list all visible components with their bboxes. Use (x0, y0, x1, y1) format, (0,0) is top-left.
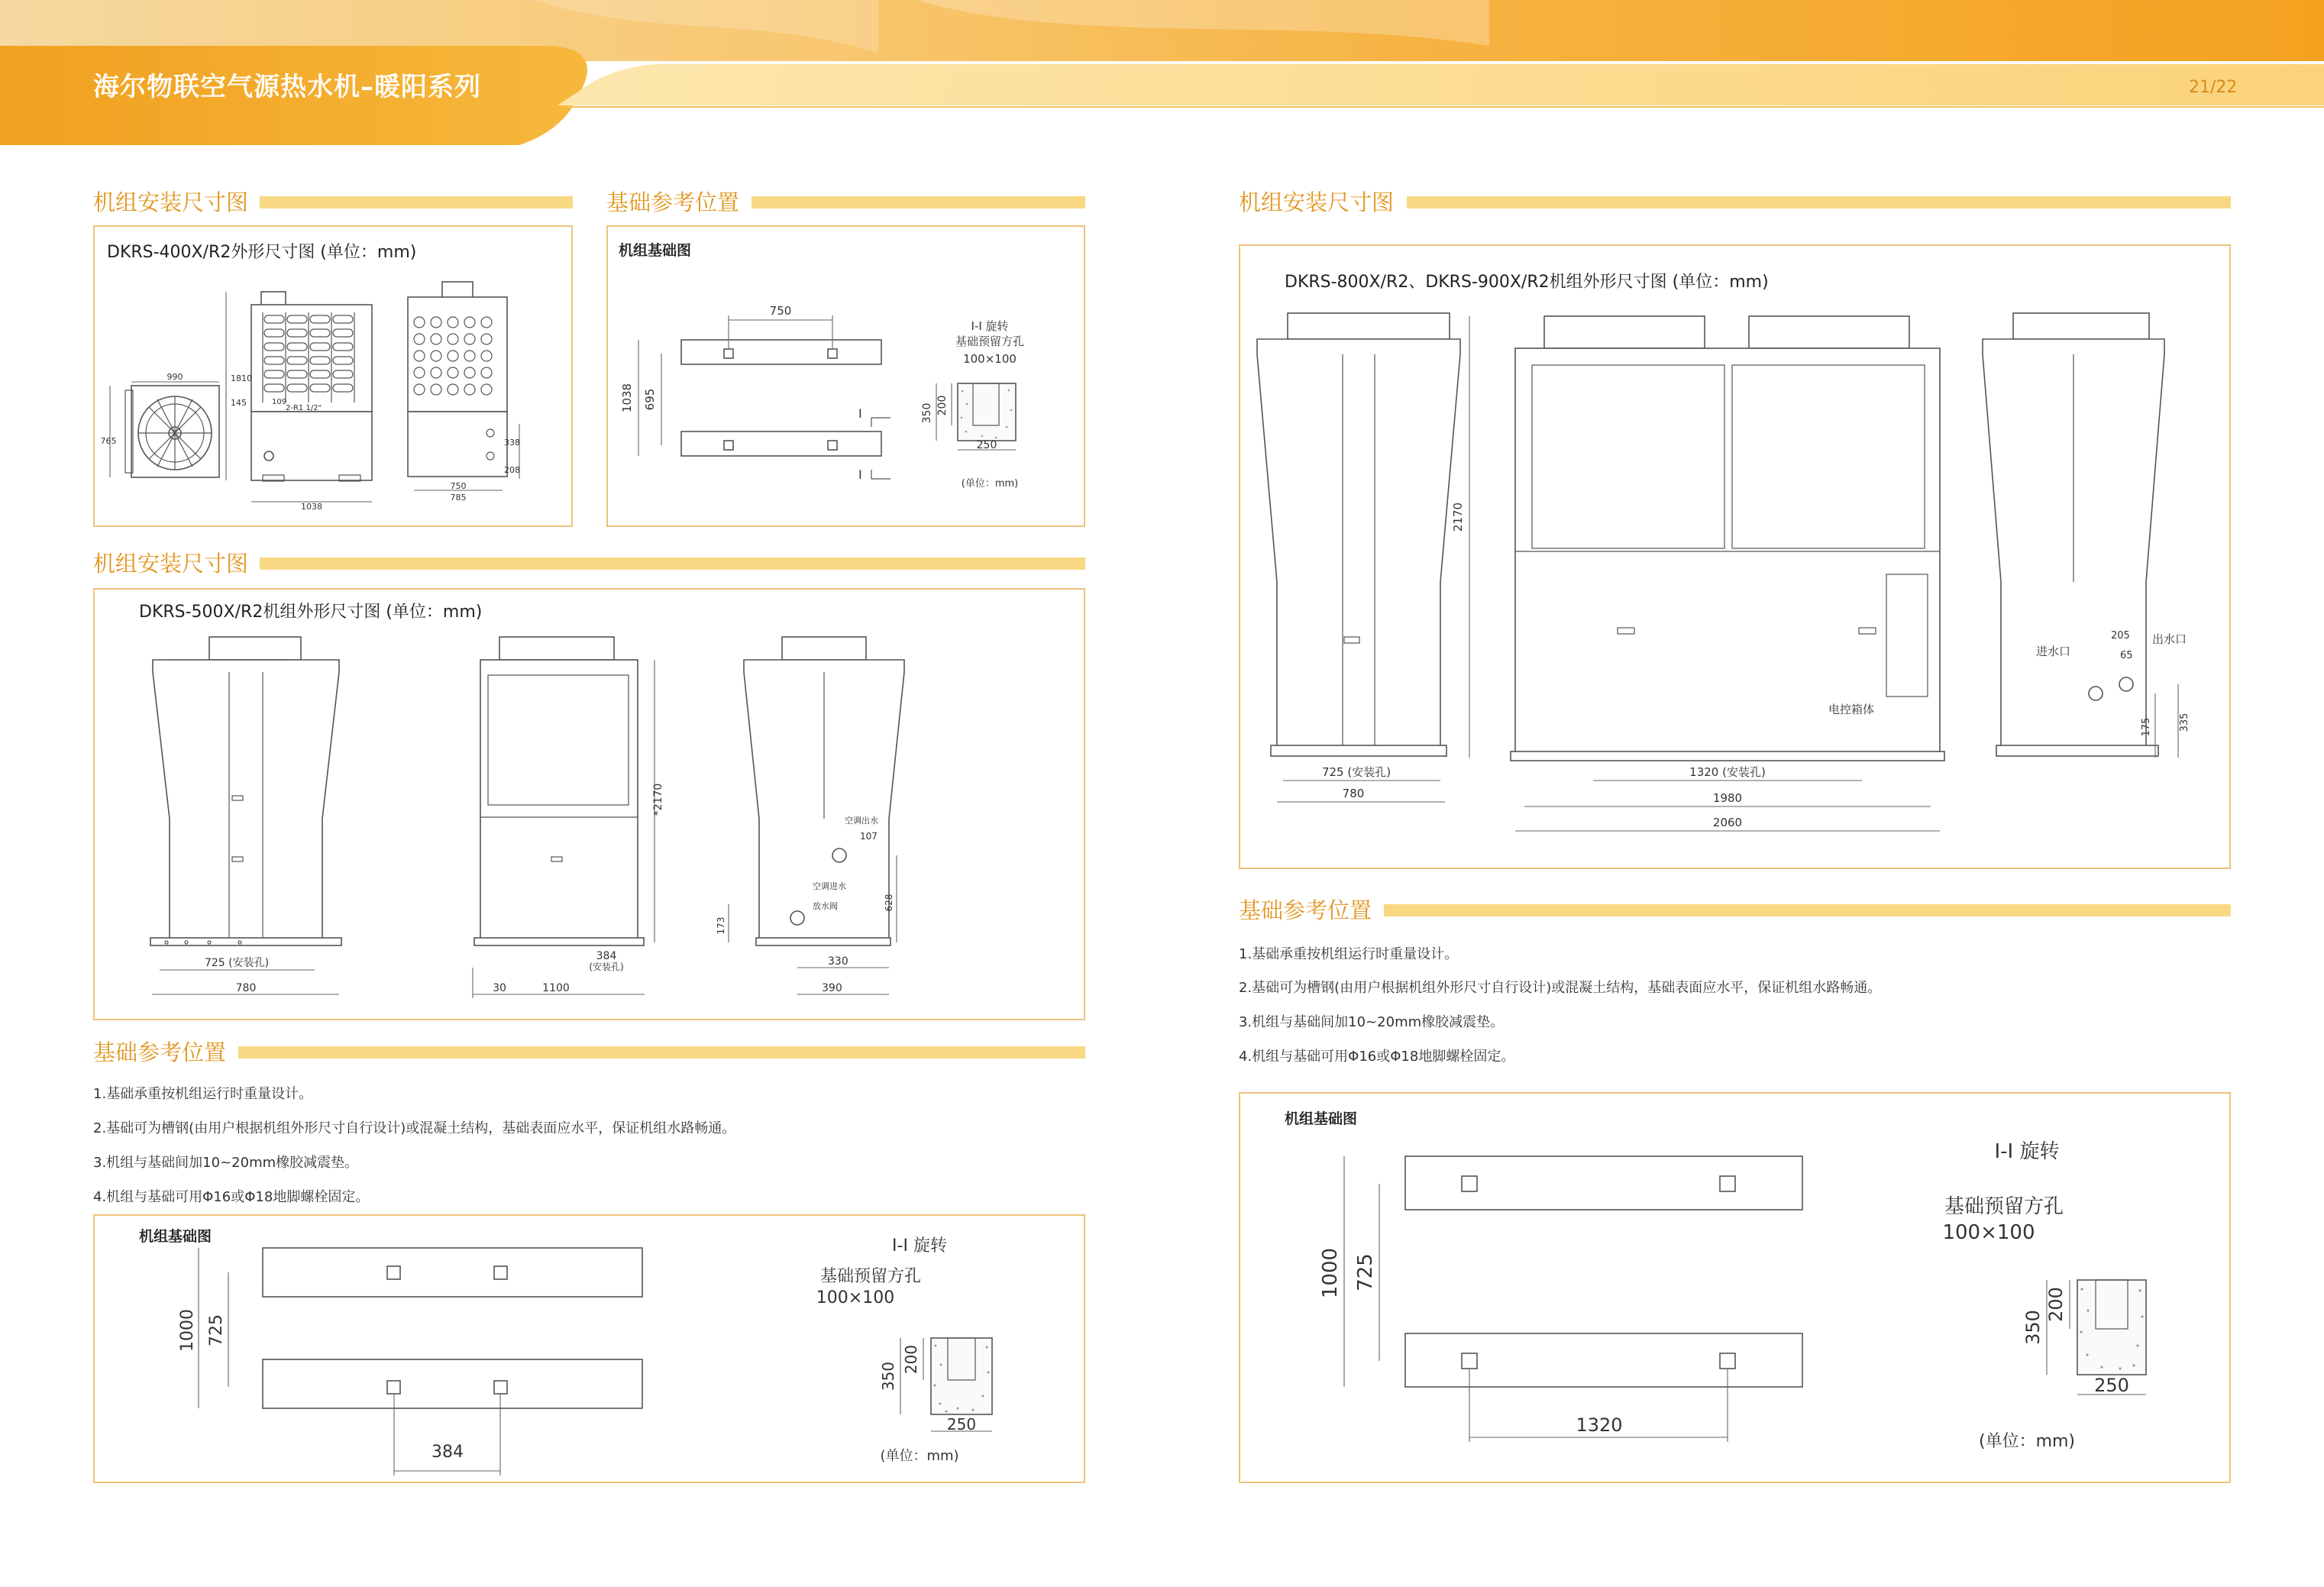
section-heading-install-2 (93, 548, 1085, 579)
dim-208: 208 (504, 465, 520, 475)
hole-size: 100×100 (963, 352, 1017, 366)
dim-335: 335 (2179, 713, 2190, 732)
dim-2060: 2060 (1712, 816, 1743, 829)
section-mark-top: I (858, 406, 862, 421)
unit-drawing-dkrs400 (95, 227, 574, 528)
dim-30: 30 (493, 982, 506, 994)
section-bar (260, 196, 573, 208)
hole-title: 基础预留方孔 (1944, 1195, 2064, 1218)
label-drain: 放水阀 (813, 901, 838, 911)
dim-765: 765 (100, 436, 117, 446)
dim-384: 384 (596, 950, 617, 962)
foundation-drawing-500 (95, 1216, 1087, 1485)
dim-780: 780 (235, 982, 257, 994)
unit-drawing-dkrs800 (1240, 246, 2232, 871)
unit-note: (单位：mm) (961, 478, 1019, 490)
dim-725: 725 (207, 1314, 226, 1346)
dim-205: 205 (2111, 630, 2130, 642)
dim-1810: 1810 (231, 373, 252, 383)
dim-107: 107 (860, 831, 878, 842)
diagram-subtitle: 机组基础图 (619, 242, 692, 259)
note-1: 1.基础承重按机组运行时重量设计。 (1239, 946, 1459, 962)
dim-350: 350 (921, 402, 933, 424)
dim-1320: 1320 (1576, 1414, 1623, 1436)
section-bar (260, 558, 1085, 570)
section-heading-foundation-1 (606, 187, 1085, 218)
rotation-title: I-I 旋转 (1994, 1140, 2060, 1163)
dim-785: 785 (450, 493, 467, 503)
unit-note: (单位：mm) (880, 1448, 959, 1464)
dim-200: 200 (2045, 1287, 2067, 1322)
section-bar (752, 196, 1085, 208)
note-2: 2.基础可为槽钢(由用户根据机组外形尺寸自行设计)或混凝土结构，基础表面应水平，保证机组水路畅通。 (93, 1120, 736, 1136)
dim-1980: 1980 (1712, 791, 1743, 805)
note-2: 2.基础可为槽钢(由用户根据机组外形尺寸自行设计)或混凝土结构，基础表面应水平，保证机组水路畅通。 (1239, 980, 1882, 996)
dim-200: 200 (936, 395, 949, 416)
diagram-box-dkrs800 (1239, 244, 2231, 869)
brand-title: 海尔物联空气源热水机–暖阳系列 (93, 72, 481, 102)
diagram-caption: DKRS-800X/R2、DKRS-900X/R2机组外形尺寸图 (单位：mm) (1285, 273, 1769, 292)
dim-65: 65 (2120, 650, 2133, 661)
dim-695: 695 (643, 388, 657, 411)
dim-250: 250 (2094, 1375, 2129, 1396)
dim-780: 780 (1342, 787, 1365, 800)
section-bar (238, 1046, 1085, 1059)
label-control-box: 电控箱体 (1828, 703, 1875, 716)
diagram-subtitle: 机组基础图 (1285, 1110, 1358, 1127)
dim-250: 250 (976, 439, 997, 451)
hole-title: 基础预留方孔 (819, 1267, 922, 1286)
dim-200: 200 (902, 1344, 920, 1375)
label-inlet: 空调进水 (813, 881, 846, 891)
label-outlet: 空调出水 (845, 816, 878, 826)
dim-2170: 2170 (1451, 502, 1465, 532)
dim-1038: 1038 (301, 502, 322, 512)
section-title: 机组安装尺寸图 (93, 551, 249, 577)
dim-725: 725 (1354, 1253, 1377, 1291)
label-inlet: 进水口 (2036, 645, 2071, 658)
dim-725-install: 725 (安装孔) (204, 957, 270, 969)
dim-1000: 1000 (1319, 1247, 1342, 1299)
hole-size: 100×100 (1942, 1221, 2035, 1244)
section-bar (1407, 196, 2231, 208)
label-outlet: 出水口 (2152, 632, 2187, 646)
note-4: 4.机组与基础可用Φ16或Φ18地脚螺栓固定。 (1239, 1049, 1515, 1065)
dim-350: 350 (2022, 1310, 2044, 1345)
dim-1038: 1038 (620, 383, 634, 413)
foundation-drawing-800 (1240, 1094, 2232, 1485)
diagram-box-dkrs400 (93, 225, 573, 527)
diagram-box-foundation-500 (93, 1214, 1085, 1483)
section-title: 基础参考位置 (93, 1039, 227, 1065)
dim-338: 338 (504, 438, 520, 448)
dim-750: 750 (769, 304, 792, 318)
note-4: 4.机组与基础可用Φ16或Φ18地脚螺栓固定。 (93, 1189, 370, 1205)
dim-990: 990 (166, 372, 183, 382)
header-banner (0, 0, 2324, 153)
dim-384: 384 (432, 1443, 464, 1462)
section-heading-install-3 (1239, 187, 2231, 218)
dim-1000: 1000 (178, 1309, 197, 1352)
note-3: 3.机组与基础间加10~20mm橡胶减震垫。 (93, 1155, 359, 1171)
diagram-box-foundation-small (606, 225, 1085, 527)
dim-384-tag: (安装孔) (589, 962, 624, 972)
diagram-subtitle: 机组基础图 (139, 1228, 212, 1245)
hole-size: 100×100 (816, 1288, 895, 1307)
diagram-box-dkrs500 (93, 588, 1085, 1020)
dim-1320-install: 1320 (安装孔) (1689, 765, 1766, 779)
rotation-title: I-I 旋转 (971, 319, 1009, 333)
section-title: 机组安装尺寸图 (93, 189, 249, 215)
diagram-box-foundation-800 (1239, 1092, 2231, 1483)
dim-750: 750 (450, 481, 467, 491)
section-bar (1384, 904, 2231, 916)
dim-173: 173 (716, 916, 726, 935)
dim-2170: *2170 (652, 783, 664, 816)
dim-pipe-label: 2-R1 1/2" (286, 404, 322, 412)
unit-drawing-dkrs500 (95, 590, 1087, 1022)
dim-350: 350 (879, 1361, 897, 1391)
dim-1100: 1100 (542, 982, 570, 994)
section-title: 基础参考位置 (1239, 897, 1372, 923)
dim-175: 175 (2141, 717, 2152, 737)
section-heading-install-1 (93, 187, 573, 218)
foundation-drawing-small (608, 227, 1087, 528)
hole-title: 基础预留方孔 (955, 335, 1025, 348)
dim-145: 145 (231, 398, 247, 408)
diagram-caption: DKRS-400X/R2外形尺寸图 (单位：mm) (107, 243, 417, 262)
note-3: 3.机组与基础间加10~20mm橡胶减震垫。 (1239, 1014, 1505, 1030)
diagram-caption: DKRS-500X/R2机组外形尺寸图 (单位：mm) (139, 603, 483, 622)
section-heading-foundation-3 (1239, 895, 2231, 926)
dim-725-install: 725 (安装孔) (1321, 765, 1391, 779)
dim-pipe-109: 109 (272, 398, 287, 406)
dim-330: 330 (828, 955, 848, 968)
unit-note: (单位：mm) (1978, 1432, 2076, 1451)
section-title: 基础参考位置 (606, 189, 740, 215)
dim-250: 250 (946, 1415, 977, 1433)
dim-628: 628 (884, 894, 894, 912)
rotation-title: I-I 旋转 (892, 1236, 947, 1256)
section-title: 机组安装尺寸图 (1239, 189, 1395, 215)
section-heading-foundation-2 (93, 1037, 1085, 1068)
page-number: 21/22 (2189, 78, 2238, 97)
note-1: 1.基础承重按机组运行时重量设计。 (93, 1086, 313, 1102)
dim-390: 390 (822, 982, 842, 994)
section-mark-bottom: I (858, 467, 862, 482)
